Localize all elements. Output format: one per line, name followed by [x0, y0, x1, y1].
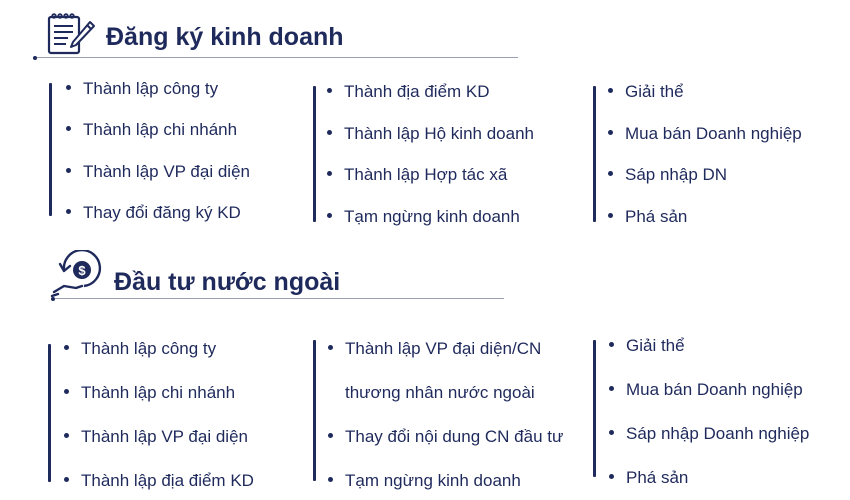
list-item: Thành lập VP đại diện/CN: [328, 340, 541, 357]
list-item: Sáp nhập DN: [608, 166, 727, 183]
list-item: Sáp nhập Doanh nghiệp: [609, 425, 809, 442]
bullet-icon: [66, 85, 71, 90]
list-item: Thành lập công ty: [66, 80, 218, 97]
bullet-icon: [327, 171, 332, 176]
bullet-icon: [608, 130, 613, 135]
list-item: Thành lập Hợp tác xã: [327, 166, 507, 183]
list-item: Thành lập chi nhánh: [64, 384, 235, 401]
list-item: Thành lập chi nhánh: [66, 121, 237, 138]
list-item: Thành lập VP đại diện: [64, 428, 248, 445]
column-divider: [313, 340, 316, 481]
column-divider: [593, 340, 596, 477]
list-item: Mua bán Doanh nghiệp: [608, 125, 802, 142]
bullet-icon: [327, 88, 332, 93]
svg-text:$: $: [78, 263, 86, 278]
bullet-icon: [327, 130, 332, 135]
list-item: Thành lập công ty: [64, 340, 216, 357]
list-item-continuation: thương nhân nước ngoài: [345, 383, 535, 402]
list-item: Tạm ngừng kinh doanh: [328, 472, 521, 489]
list-item: Mua bán Doanh nghiệp: [609, 381, 803, 398]
list-item: Thành lập Hộ kinh doanh: [327, 125, 534, 142]
notepad-pen-icon: [46, 12, 96, 56]
bullet-icon: [608, 213, 613, 218]
bullet-icon: [64, 433, 69, 438]
bullet-icon: [64, 345, 69, 350]
column-divider: [49, 83, 52, 216]
section-title-dang-ky-kinh-doanh: Đăng ký kinh doanh: [106, 23, 344, 51]
list-item: Giải thể: [608, 83, 684, 100]
column-divider: [593, 86, 596, 222]
title-underline: [37, 57, 518, 58]
list-item: Thay đổi nội dung CN đầu tư: [328, 428, 563, 445]
bullet-icon: [66, 209, 71, 214]
bullet-icon: [328, 477, 333, 482]
column-divider: [48, 344, 51, 482]
bullet-icon: [64, 477, 69, 482]
bullet-icon: [609, 386, 614, 391]
bullet-icon: [328, 345, 333, 350]
bullet-icon: [328, 433, 333, 438]
bullet-icon: [327, 213, 332, 218]
bullet-icon: [608, 88, 613, 93]
bullet-icon: [64, 389, 69, 394]
bullet-icon: [609, 430, 614, 435]
list-item: Tạm ngừng kinh doanh: [327, 208, 520, 225]
list-item: Thay đổi đăng ký KD: [66, 204, 241, 221]
bullet-icon: [609, 474, 614, 479]
list-item: Phá sản: [609, 469, 688, 486]
list-item: Thành lập VP đại diện: [66, 163, 250, 180]
bullet-icon: [609, 342, 614, 347]
column-divider: [313, 86, 316, 222]
bullet-icon: [66, 126, 71, 131]
bullet-icon: [608, 171, 613, 176]
section-title-dau-tu-nuoc-ngoai: Đầu tư nước ngoài: [114, 268, 341, 296]
list-item: Giải thể: [609, 337, 685, 354]
title-underline: [55, 298, 504, 299]
list-item: Phá sản: [608, 208, 687, 225]
list-item: Thành địa điểm KD: [327, 83, 490, 100]
money-investment-icon: [50, 250, 108, 300]
bullet-icon: [66, 168, 71, 173]
list-item: Thành lập địa điểm KD: [64, 472, 254, 489]
